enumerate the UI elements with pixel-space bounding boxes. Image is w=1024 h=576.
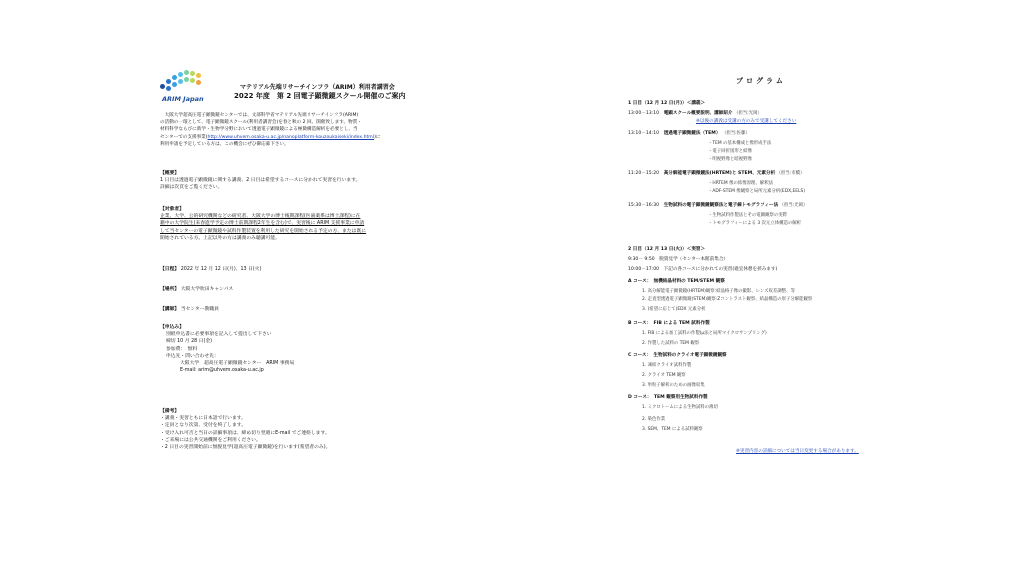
course-item: 1. FIB による加工試料の作製(μ法と局所マイクロサンプリング) [642, 331, 767, 336]
course-item: 2. 作製した試料の TEM 観察 [642, 341, 700, 346]
footnote: ※実習内容の詳細については当日変更する場合があります。 [736, 449, 859, 454]
course-item: 3. 単粒子解析のための画像収集 [642, 383, 705, 388]
target-section: 【対象者】 企業、大学、公的研究機関などの研究者、大阪大学の博士後期課程(医歯薬系は博士課程)に在 籍中の大学院生(来春進学予定の博士前期課程2年生を含む)で、実習後に ARIM 支援事業に申請 して当センターの電子顕微鏡や試料作製装置を利用した研究を開始される予定の方、または既に 開始されている方。上記以外の方は講義のみ聴講可能。 [160, 206, 510, 242]
support-link[interactable]: http://www.uhvem.osaka-u.ac.jp/nanoplatform-kouzoukaiseki/index.html [207, 134, 375, 140]
session-subitem: ・TEM の基本構成と像形成手法 [708, 141, 772, 146]
session-subitem: ・トモグラフィーによる 3 次元立体構造の解析 [708, 221, 802, 226]
right-page [628, 60, 978, 500]
session-subitem: ・電子回折図形と結像 [708, 149, 752, 154]
date-section [160, 266, 510, 273]
program-title: プログラム [736, 77, 786, 85]
note-item: ・受け入れ可否と当日の詳細事項は、締め切り翌週にE-mail でご連絡します。 [160, 430, 330, 436]
course-item: 3. (希望に応じて)EDX 元素分析 [642, 307, 706, 312]
note-item: ・講義・実習ともに日本語で行います。 [160, 416, 246, 422]
notes-section [160, 408, 510, 451]
notes-title: 【備考】 [160, 409, 180, 414]
arim-logo [160, 70, 210, 112]
note-item: ・2 日目の実習開始前に無脱見学(超高圧電子顕微鏡)を行います(希望者のみ)。 [160, 445, 331, 451]
course-item: 1. 高分解能電子顕微鏡(HRTEM)観察:結晶格子像の撮影、レンズ収差調整、等 [642, 289, 795, 294]
place-value: 大阪大学吹田キャンパス [180, 287, 234, 292]
session-row: 9:30－ 9:50 脱資見学（センター本館前集合） [628, 257, 729, 262]
session-subitem: ・明視野像と暗視野像 [708, 157, 752, 162]
note-item: ・定員となり次第、受付を終了します。 [160, 423, 246, 429]
place-section [160, 286, 510, 293]
course-c-heading: C コース： 生物試料のクライオ電子顕微鏡観察 [628, 353, 727, 358]
session-subitem: ・ADF-STEM 像観察と局所元素分析(EDX,EELS) [708, 189, 805, 194]
header-subtitle: マテリアル先端リサーチインフラ（ARIM）利用者講習会 [240, 84, 395, 91]
logo-text: ARIM Japan [162, 95, 204, 103]
date-title: 【日程】 [160, 267, 180, 272]
lecturer-section [160, 306, 510, 313]
session-row: 13:10－14:10 透過電子顕微鏡法（TEM） （担当:佐藤） [628, 131, 750, 136]
logo-dots-icon [160, 70, 202, 92]
overview-section: 【概要】 1 日目は透過電子顕微鏡に関する講義、2 日目は希望するコースに分かれて実習を行います。 詳細は次頁をご覧ください。 [160, 170, 510, 192]
day2-heading: 2 日目（12 月 13 日(火)）＜実習＞ [628, 247, 706, 252]
session-row: 11:20－15:20 高分解能電子顕微鏡法(HRTEM)と STEM、元素分析 （担当:市橋） [628, 171, 805, 176]
session-subitem: ・生物試料作製法とその電顕観察の実際 [708, 213, 788, 218]
course-item: 1. 凍結クライオ試料作製 [642, 363, 692, 368]
course-item: 2. クライオ TEM 観察 [642, 373, 686, 378]
lecturer-title: 【講師】 [160, 307, 180, 312]
overview-title: 【概要】 [160, 171, 180, 176]
note-item: ・ご来場には公共交通機関をご利用ください。 [160, 437, 261, 443]
intro-paragraph: 大阪大学超高圧電子顕微鏡センターでは、文部科学省マテリアル先端リサーチインフラ(ARIM) の活動の一環として、電子顕微鏡スクール(利用者講習会)を春と秋の 2 回、開催致します。物質・ 材料科学ならびに新学・生物学分野において透過電子顕微鏡による極微構造解析を必要とし、当 センターでの支援事業(http://www.uhvem.osaka-u.ac.jp/nanoplatform-kouzoukaiseki/index.html)に 利用申請を予定している方は、この機会にぜひ御応募下さい。 [160, 113, 381, 147]
course-d-heading: D コース： TEM 観察用生物試料作製 [628, 395, 708, 400]
session-note: ※以後の講義は受講の方のみで受講してください [696, 119, 797, 124]
course-item: 2. 走査型透過電子顕微鏡(STEM)観察:Zコントラスト観察、結晶構造の原子分解能観察 [642, 297, 813, 302]
contact-email: E-mail: arim@uhvem.osaka-u.ac.jp [180, 368, 264, 374]
lecturer-value: 当センター教職員 [180, 307, 219, 312]
date-value: 2022 年 12 月 12 日(月)、13 日(火) [180, 267, 262, 272]
place-title: 【場所】 [160, 287, 180, 292]
session-row: 13:00－13:10 電顕スクール概要説明、講師紹介 （担当:光岡） [628, 111, 762, 116]
course-item: 3. SEM、TEM による試料観察 [642, 427, 703, 432]
session-row: 15:30－16:30 生物試料の電子顕微鏡観察法と電子線トモグラフィー法 （担当:光岡） [628, 203, 808, 208]
apply-section: 【申込み】 別紙申込書に必要事項を記入して提出して下さい 締切 10 月 28 日(金) 参加費： 無料 申込先・問い合わせ先： 大阪大学 超高圧電子顕微鏡センター ARIM 事務局 E-mail: arim@uhvem.osaka-u.ac.jp [160, 324, 510, 374]
target-title: 【対象者】 [160, 207, 184, 212]
day1-heading: 1 日目（12 月 12 日(月)）＜講義＞ [628, 101, 706, 106]
course-item: 1. ミクロトームによる生物試料の薄切 [642, 405, 718, 410]
page-title: 2022 年度 第 2 回電子顕微鏡スクール開催のご案内 [234, 92, 406, 100]
left-page [160, 60, 510, 500]
session-row: 10:00－17:00 下記の各コースに分かれての実習(適宜休憩を挟みます) [628, 267, 778, 272]
apply-title: 【申込み】 [160, 325, 184, 330]
session-subitem: ・HRTEM 像の結像原理、解釈法 [708, 181, 773, 186]
course-a-heading: A コース： 無機結晶材料の TEM/STEM 観察 [628, 279, 725, 284]
course-item: 2. 染色作業 [642, 417, 666, 422]
course-b-heading: B コース： FIB による TEM 試料作製 [628, 321, 710, 326]
